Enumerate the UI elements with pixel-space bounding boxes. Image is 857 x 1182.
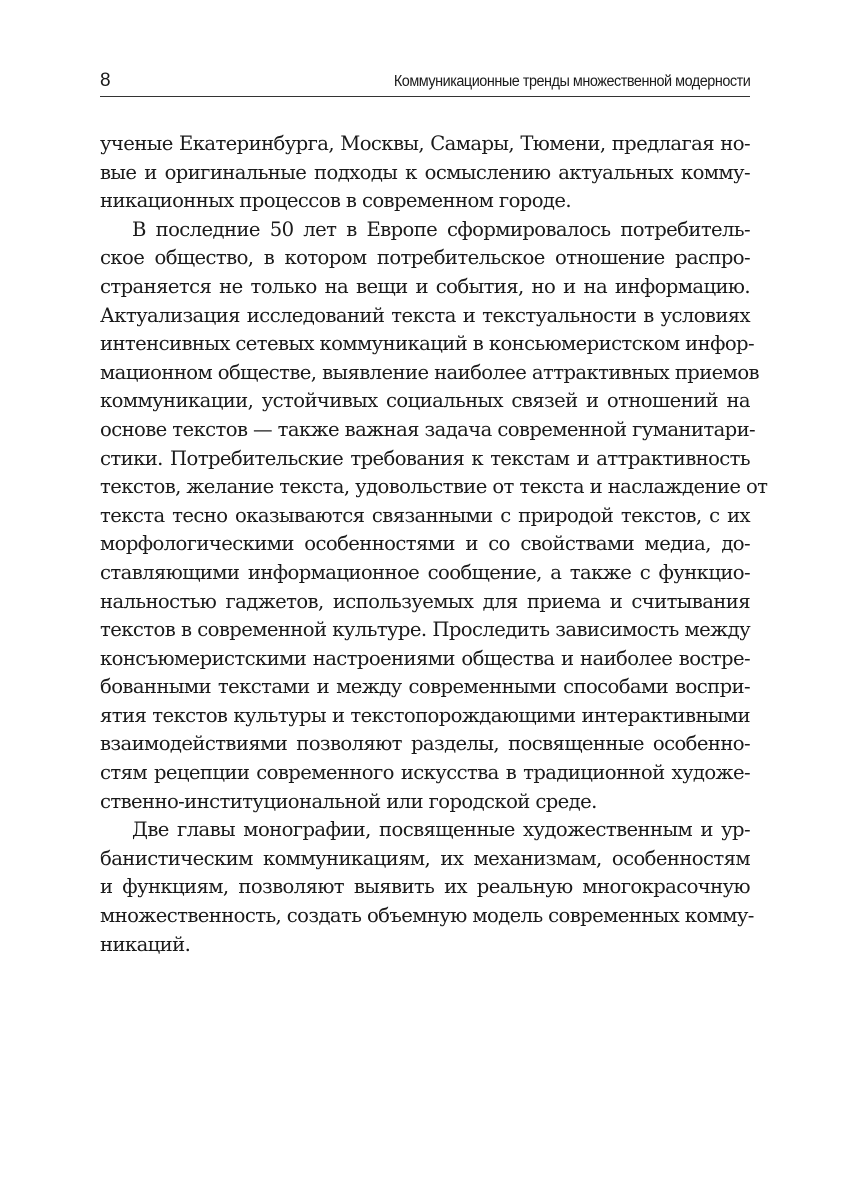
text-line: консъюмеристскими настроениями общества и наиболее востре- xyxy=(100,646,750,670)
text-line: текстов в современной культуре. Проследить зависимость между xyxy=(100,618,750,642)
text-line: основе текстов — также важная задача современной гуманитари- xyxy=(100,417,756,441)
text-line: ское общество, в котором потребительское отношение распро- xyxy=(100,246,750,270)
text-line: никаций. xyxy=(100,932,191,956)
body-text xyxy=(100,130,768,959)
text-line: множественность, создать объемную модель современных комму- xyxy=(100,904,754,928)
running-header xyxy=(100,68,750,97)
text-line: стики. Потребительские требования к текстам и аттрактивность xyxy=(100,446,750,470)
paragraph-1 xyxy=(100,130,750,216)
text-line: текстов, желание текста, удовольствие от текста и наслаждение от xyxy=(100,475,768,499)
text-line: морфологическими особенностями и со свойствами медиа, до- xyxy=(100,532,750,556)
text-line: стям рецепции современного искусства в традиционной художе- xyxy=(100,761,750,785)
text-line: Актуализация исследований текста и текстуальности в условиях xyxy=(100,303,750,327)
text-line: ученые Екатеринбурга, Москвы, Самары, Тюмени, предлагая но- xyxy=(100,132,750,155)
text-line: банистическим коммуникациям, их механизмам, особенностям xyxy=(100,846,750,870)
text-line: нальностью гаджетов, используемых для приема и считывания xyxy=(100,589,750,613)
text-line: Две главы монографии, посвященные художественным и ур- xyxy=(132,818,750,842)
text-line: ственно-институциональной или городской среде. xyxy=(100,789,597,813)
text-line: ятия текстов культуры и текстопорождающими интерактивными xyxy=(100,703,750,727)
text-line: интенсивных сетевых коммуникаций в консьюмеристском инфор- xyxy=(100,332,754,356)
text-line: текста тесно оказываются связанными с природой текстов, с их xyxy=(100,503,750,527)
text-line: В последние 50 лет в Европе сформировалось потребитель- xyxy=(132,217,750,241)
text-line: бованными текстами и между современными способами воспри- xyxy=(100,675,750,699)
text-line: страняется не только на вещи и события, но и на информацию. xyxy=(100,274,750,298)
text-line: взаимодействиями позволяют разделы, посвященные особенно- xyxy=(100,732,750,756)
text-line: ставляющими информационное сообщение, а также с функцио- xyxy=(100,560,750,584)
paragraph-3 xyxy=(100,816,754,959)
page-number: 8 xyxy=(100,70,111,91)
paragraph-2 xyxy=(100,216,768,816)
text-line: никационных процессов в современном городе. xyxy=(100,189,571,213)
text-line: коммуникации, устойчивых социальных связей и отношений на xyxy=(100,389,750,413)
text-line: мационном обществе, выявление наиболее аттрактивных приемов xyxy=(100,360,759,384)
text-line: вые и оригинальные подходы к осмыслению актуальных комму- xyxy=(100,160,750,184)
text-line: и функциям, позволяют выявить их реальную многокрасочную xyxy=(100,875,750,899)
running-title: Коммуникационные тренды множественной модерности xyxy=(393,73,750,90)
